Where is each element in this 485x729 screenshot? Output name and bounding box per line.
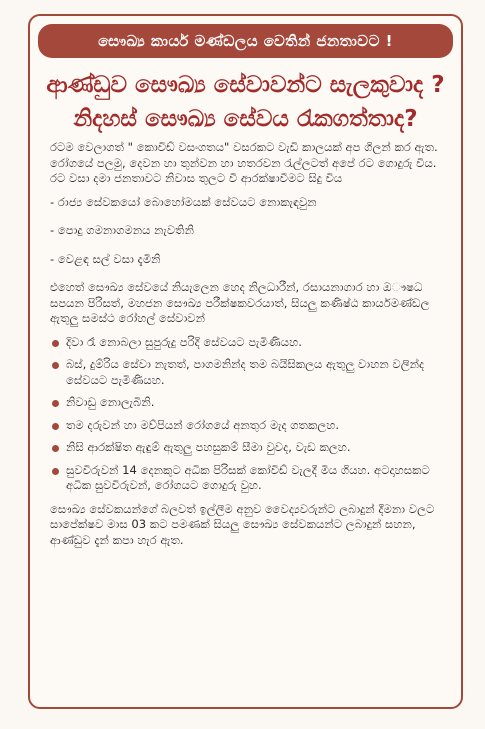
headline [30, 68, 461, 136]
leaflet-frame [28, 14, 463, 709]
bullet-item: තම දරුවන් හා මව්පියන් රෝගයේ අනතුර මැද ගතකලහ. [50, 418, 443, 434]
dash-item: - වෙළඳ සල් වසා දැමිනි [50, 252, 443, 268]
intro-paragraph: රටම වෙලාගත් " කොවිඩ් වසංගතය" වසරකට වැඩි කාලයක් අප ගිලන් කර ඇත. රෝගයේ පලමු, දෙවන හා තුන්වන හා හතරවන රැල්ලටත් අපේ රට ගොදුරු විය. රට වසා දමා ජනතාවට නිවාස තුලට වී ආරක්ෂාවීමට සිදු විය [50, 140, 438, 185]
middle-paragraph: එහෙත් සෞඛ්‍ය සේවයේ නියැලෙන හෙද නිලධාරීන්, රසායනාගාර හා ඔෟෂධ සපයන පිරිසත්, මහජන සෞඛ්‍ය පරීක්ෂකවරයාත්, සියලු කණිෂ්ඨ කාර්යමණ්ඩල ඇතුලු සමස්ථ රෝහල් සේවාවන් [50, 280, 430, 325]
bullet-item: නිසි ආරක්ෂිත ඇඳුම් ඇතුලු පහසුකම් සීමා වුවද, වැඩ කලහ. [50, 440, 443, 456]
bullet-item: නිවාඩු නොලැබිනි. [50, 395, 443, 411]
headline-line-2: නිදහස් සෞඛ්‍ය සේවය රැකගත්තාද? [73, 106, 418, 132]
dash-list [50, 195, 443, 268]
bullet-list [50, 335, 443, 494]
banner [38, 24, 453, 58]
dash-item: - පොදු ගමනාගමනය නැවතිනි [50, 223, 443, 239]
banner-text: සෞඛ්‍ය කාර්ය මණ්ඩලය වෙතින් ජනතාවට ! [98, 32, 393, 50]
body-content [30, 140, 461, 548]
bullet-item: සුවවිරුවන් 14 දෙනකුට අධික පිරිසක් කෝවිඩ් වැලදී මිය ගියහ. අටදාහසකට අධික සුවවිරුවන්, රෝගයට ගොදුරු වුහ. [50, 463, 443, 494]
bullet-item: දිවා රෑ නොබලා සුපුරුදු පරිදි සේවයට පැමිණියහ. [50, 335, 443, 351]
dash-item: - රාජ්‍ය සේවකයෝ බොහෝමයක් සේවයට නොකැඳවුන [50, 195, 443, 211]
bullet-item: බස්, දුම්රිය සේවා නැතත්, පාගමනින්ද තම බයිසිකලය ඇතුලු වාහන වලින්ද සේවයට පැමිණියහ. [50, 357, 443, 388]
headline-line-1: ආණ්ඩුව සෞඛ්‍ය සේවාවන්ට සැලකුවාද ? [46, 72, 445, 98]
closing-paragraph: සෞඛ්‍ය සේවකයන්ගේ බලවත් ඉල්ලීම අනුව වෛද්‍යවරුන්ට ලබාදුන් දීමනා වලට සාපේක්ෂව මාස 03 කට පමණක් සියලු සෞඛ්‍ය සේවකයන්ට ලබාදුන් සහන, ආණ්ඩුව දැන් කපා හැර ඇත. [50, 501, 435, 547]
